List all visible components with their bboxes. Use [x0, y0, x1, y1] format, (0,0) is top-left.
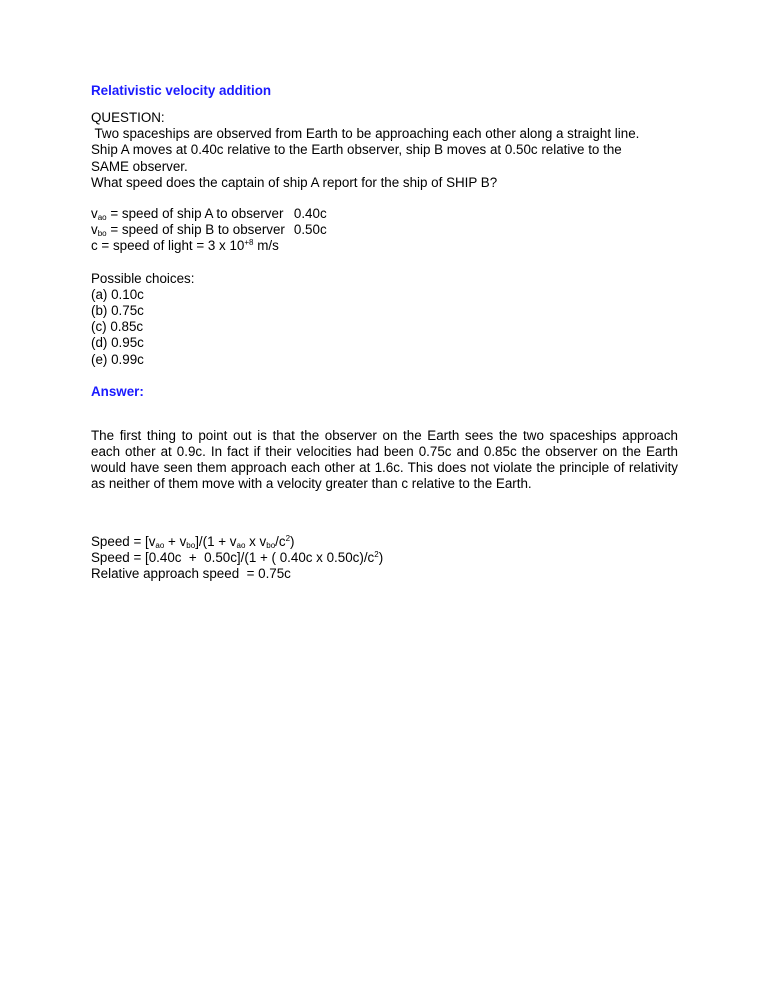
variable-definition: $v_{ao}$ = speed of ship A to observer — [91, 206, 284, 223]
variable-row — [91, 238, 327, 254]
question-text — [91, 126, 678, 191]
choice-item: (d) 0.95c — [91, 335, 144, 351]
question-line: SAME observer. — [91, 158, 188, 174]
variable-row — [91, 206, 327, 222]
document-page — [91, 83, 678, 582]
choices-label: Possible choices: — [91, 270, 195, 286]
question-line: Two spaceships are observed from Earth to be approaching each other along a straight line. — [91, 126, 640, 142]
variable-value: 0.40c — [293, 206, 327, 222]
choice-item: (c) 0.85c — [91, 319, 144, 335]
choice-item: (e) 0.99c — [91, 351, 144, 367]
formulas-section — [91, 534, 678, 583]
answer-heading: Answer: — [91, 383, 144, 399]
choice-item: (b) 0.75c — [91, 303, 144, 319]
formula-substituted: Speed = [0.40c + 0.50c]/(1 + ( 0.40c x $0.50c)/c^2$) — [91, 549, 384, 565]
variable-row — [91, 222, 327, 238]
choice-item: (a) 0.10c — [91, 286, 144, 302]
variable-value: 0.50c — [293, 222, 327, 238]
question-line: What speed does the captain of ship A report for the ship of SHIP B? — [91, 174, 498, 190]
question-label: QUESTION: — [91, 110, 165, 125]
document-title: Relativistic velocity addition — [91, 83, 272, 98]
variable-definition: $v_{bo}$ = speed of ship B to observer — [91, 222, 285, 239]
formula-result: Relative approach speed = 0.75c — [91, 566, 291, 582]
formula-general: Speed = $[v_{ao} + v_{bo}]/(1 + v_{ao}$ x $v_{bo}/c^2$) — [91, 533, 295, 550]
choices-section — [91, 271, 678, 368]
speed-of-light-definition: c = speed of light = 3 x $10^{+8}$ m/s — [91, 238, 279, 254]
answer-paragraph: The first thing to point out is that the observer on the Earth sees the two spaceships approach each other at 0.9c. In fact if their velocities had been 0.75c and 0.85c the observer on the Earth would have seen them approach each other at 1.6c. This does not violate the principle of relativity as neither of them move with a velocity greater than c relative to the Earth. — [91, 427, 678, 492]
question-line: Ship A moves at 0.40c relative to the Earth observer, ship B moves at 0.50c relative to the — [91, 142, 622, 158]
variables-table — [91, 206, 327, 255]
